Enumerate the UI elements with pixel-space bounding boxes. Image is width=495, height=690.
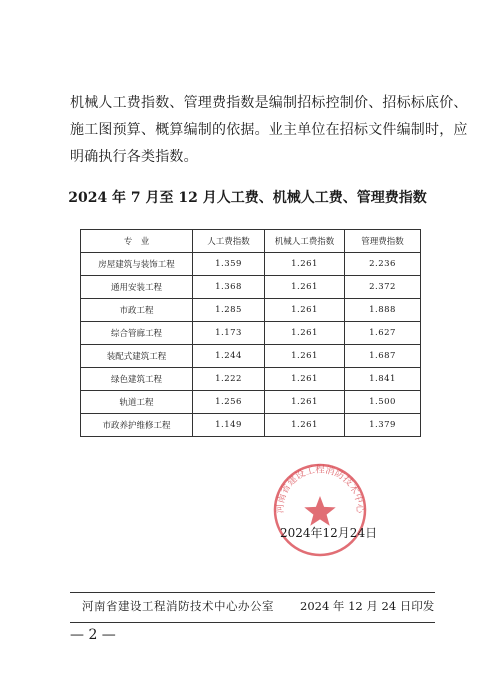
cell-labor-index: 1.359 xyxy=(193,253,265,276)
seal-text: 河南省建设工程消防技术中心 xyxy=(274,464,366,514)
header-specialty: 专 业 xyxy=(81,230,193,253)
table-row xyxy=(81,253,421,276)
cell-management-index: 2.236 xyxy=(345,253,421,276)
footer-rule-top xyxy=(70,592,435,593)
table-row xyxy=(81,414,421,437)
table-title: 2024 年 7 月至 12 月人工费、机械人工费、管理费指数 xyxy=(68,190,427,206)
cell-labor-index: 1.149 xyxy=(193,414,265,437)
header-management-index: 管理费指数 xyxy=(345,230,421,253)
header-machine-labor-index: 机械人工费指数 xyxy=(265,230,345,253)
cell-management-index: 1.888 xyxy=(345,299,421,322)
table-row xyxy=(81,391,421,414)
body-paragraph xyxy=(70,90,468,171)
paragraph-line: 明确执行各类指数。 xyxy=(70,149,198,165)
cell-labor-index: 1.285 xyxy=(193,299,265,322)
cell-specialty: 通用安装工程 xyxy=(81,276,193,299)
cell-specialty: 轨道工程 xyxy=(81,391,193,414)
cell-machine-labor-index: 1.261 xyxy=(265,299,345,322)
page-number: — 2 — xyxy=(70,627,116,643)
header-labor-index: 人工费指数 xyxy=(193,230,265,253)
cell-specialty: 绿色建筑工程 xyxy=(81,368,193,391)
cell-labor-index: 1.244 xyxy=(193,345,265,368)
cell-management-index: 2.372 xyxy=(345,276,421,299)
table-row xyxy=(81,299,421,322)
paragraph-line: 施工图预算、概算编制的依据。业主单位在招标文件编制时，应 xyxy=(70,122,468,138)
cell-management-index: 1.379 xyxy=(345,414,421,437)
cell-labor-index: 1.173 xyxy=(193,322,265,345)
footer-print-date: 2024 年 12 月 24 日印发 xyxy=(300,599,435,613)
cell-labor-index: 1.256 xyxy=(193,391,265,414)
table-header-row xyxy=(81,230,421,253)
cell-machine-labor-index: 1.261 xyxy=(265,345,345,368)
star-icon xyxy=(304,496,335,526)
cell-specialty: 市政养护维修工程 xyxy=(81,414,193,437)
cell-specialty: 房屋建筑与装饰工程 xyxy=(81,253,193,276)
official-seal xyxy=(270,460,370,560)
cell-machine-labor-index: 1.261 xyxy=(265,368,345,391)
cell-machine-labor-index: 1.261 xyxy=(265,391,345,414)
cell-machine-labor-index: 1.261 xyxy=(265,414,345,437)
cell-specialty: 市政工程 xyxy=(81,299,193,322)
table-row xyxy=(81,322,421,345)
table-row xyxy=(81,368,421,391)
cell-management-index: 1.500 xyxy=(345,391,421,414)
cell-management-index: 1.627 xyxy=(345,322,421,345)
table-row xyxy=(81,345,421,368)
table-row xyxy=(81,276,421,299)
footer-issuer: 河南省建设工程消防技术中心办公室 xyxy=(82,599,274,613)
cell-specialty: 综合管廊工程 xyxy=(81,322,193,345)
index-table xyxy=(80,229,421,437)
cell-machine-labor-index: 1.261 xyxy=(265,322,345,345)
footer-rule-bottom xyxy=(70,622,435,623)
cell-management-index: 1.687 xyxy=(345,345,421,368)
cell-specialty: 装配式建筑工程 xyxy=(81,345,193,368)
signature-date: 2024年12月24日 xyxy=(280,526,378,540)
cell-labor-index: 1.222 xyxy=(193,368,265,391)
cell-machine-labor-index: 1.261 xyxy=(265,276,345,299)
paragraph-line: 机械人工费指数、管理费指数是编制招标控制价、招标标底价、 xyxy=(70,95,468,111)
cell-machine-labor-index: 1.261 xyxy=(265,253,345,276)
cell-management-index: 1.841 xyxy=(345,368,421,391)
cell-labor-index: 1.368 xyxy=(193,276,265,299)
